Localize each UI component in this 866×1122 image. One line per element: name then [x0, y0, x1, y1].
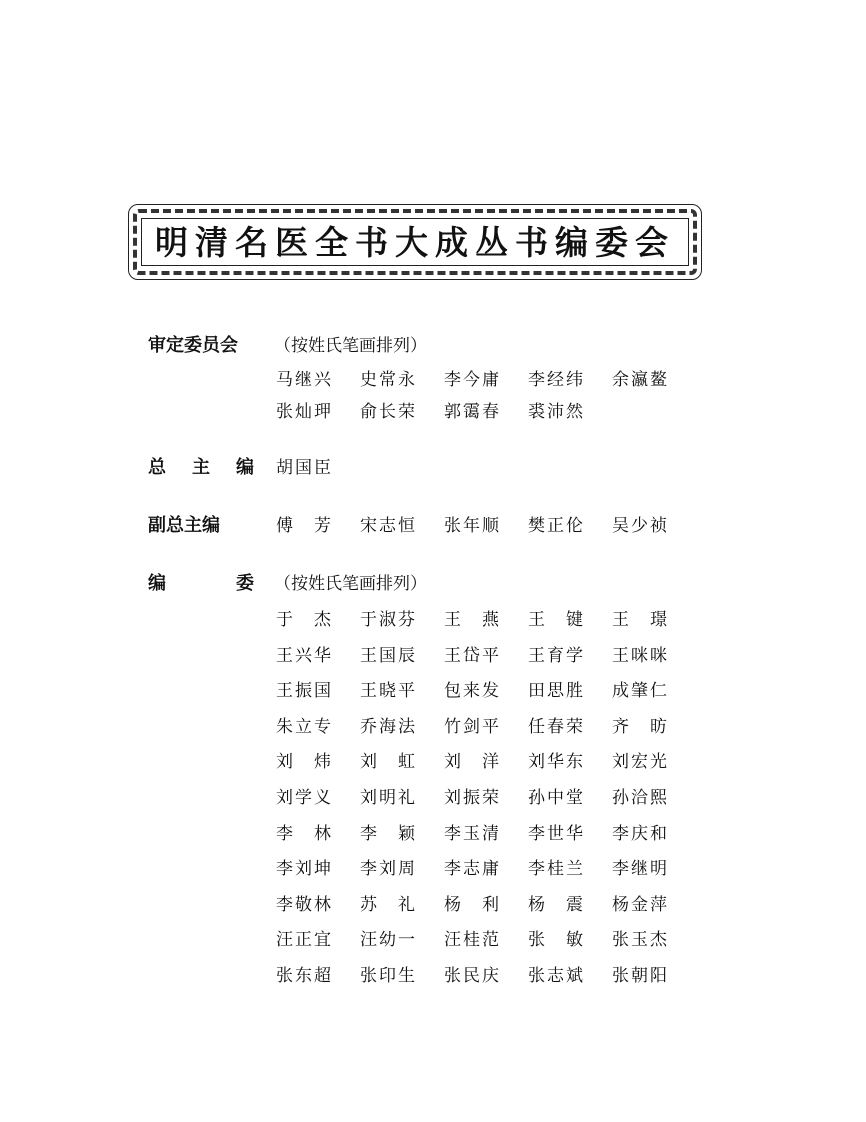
chief-editor-row — [276, 456, 360, 480]
editorial-board-row — [276, 964, 696, 988]
review-committee-row-1 — [276, 368, 696, 392]
editorial-board-row — [276, 822, 696, 846]
member-name: 刘明礼 — [360, 788, 417, 808]
member-name: 李 颖 — [360, 823, 417, 844]
member-name: 樊正伦 — [528, 516, 585, 536]
editorial-board-row — [276, 715, 696, 739]
deputy-chief-editors-label: 副总主编 — [148, 515, 220, 536]
member-name: 王振国 — [276, 681, 333, 702]
member-name: 杨 利 — [444, 894, 501, 915]
editorial-board-row — [276, 608, 696, 632]
label-char: 编 — [236, 457, 254, 478]
member-name: 王咪咪 — [612, 645, 669, 666]
member-name: 齐 昉 — [612, 716, 669, 737]
editorial-board-row — [276, 750, 696, 774]
member-name: 张志斌 — [528, 966, 585, 986]
label-char: 总 — [148, 457, 166, 478]
member-name: 刘华东 — [528, 752, 585, 773]
member-name: 孙洽熙 — [612, 788, 669, 808]
chief-editor-name: 胡国臣 — [276, 458, 333, 478]
member-name: 李庆和 — [612, 823, 669, 844]
chief-editor-label — [148, 456, 254, 480]
member-name: 苏 礼 — [360, 894, 417, 915]
member-name: 刘宏光 — [612, 752, 669, 773]
member-name: 刘振荣 — [444, 788, 501, 808]
member-name: 汪桂范 — [444, 930, 501, 951]
member-name: 宋志恒 — [360, 516, 417, 536]
editorial-board-row — [276, 857, 696, 881]
member-name: 张民庆 — [444, 966, 501, 986]
member-name: 于淑芬 — [360, 610, 417, 630]
editorial-board-row — [276, 644, 696, 668]
member-name: 王 键 — [528, 610, 585, 630]
member-name: 李志庸 — [444, 859, 501, 880]
member-name: 吴少祯 — [612, 516, 669, 536]
member-name: 杨 震 — [528, 894, 585, 915]
member-name: 李 林 — [276, 823, 333, 844]
member-name: 史常永 — [360, 370, 417, 390]
editorial-board-row — [276, 893, 696, 917]
member-name: 张年顺 — [444, 516, 501, 536]
label-char: 编 — [148, 573, 166, 594]
member-name: 李玉清 — [444, 823, 501, 844]
member-name: 包来发 — [444, 681, 501, 702]
member-name: 余瀛鳌 — [612, 370, 669, 390]
member-name: 乔海法 — [360, 716, 417, 737]
member-name: 成肇仁 — [612, 681, 669, 702]
member-name: 傅 芳 — [276, 516, 333, 536]
member-name: 王 燕 — [444, 610, 501, 630]
member-name: 李敬林 — [276, 894, 333, 915]
member-name: 李今庸 — [444, 370, 501, 390]
deputy-chief-editors-row — [276, 514, 696, 538]
label-char: 委 — [236, 573, 254, 594]
member-name: 任春荣 — [528, 716, 585, 737]
title-banner — [128, 204, 702, 280]
member-name: 张东超 — [276, 966, 333, 986]
member-name: 朱立专 — [276, 716, 333, 737]
member-name: 孙中堂 — [528, 788, 585, 808]
member-name: 刘 炜 — [276, 752, 333, 773]
member-name: 汪正宜 — [276, 930, 333, 951]
editorial-board-row — [276, 928, 696, 952]
member-name: 李经纬 — [528, 370, 585, 390]
review-committee-note: （按姓氏笔画排列） — [274, 336, 427, 356]
member-name: 张玉杰 — [612, 930, 669, 951]
editorial-board-label — [148, 572, 254, 596]
editorial-board-row — [276, 679, 696, 703]
page-title: 明清名医全书大成丛书编委会 — [143, 223, 687, 263]
member-name: 郭霭春 — [444, 402, 501, 422]
member-name: 于 杰 — [276, 610, 333, 630]
member-name: 王兴华 — [276, 645, 333, 666]
member-name: 杨金萍 — [612, 894, 669, 915]
member-name: 李刘坤 — [276, 859, 333, 880]
member-name: 李世华 — [528, 823, 585, 844]
member-name: 王晓平 — [360, 681, 417, 702]
member-name: 田思胜 — [528, 681, 585, 702]
review-committee-label: 审定委员会 — [148, 335, 238, 356]
member-name: 刘 虹 — [360, 752, 417, 773]
member-name: 李桂兰 — [528, 859, 585, 880]
member-name: 张朝阳 — [612, 966, 669, 986]
member-name: 竹剑平 — [444, 716, 501, 737]
member-name: 裘沛然 — [528, 402, 585, 422]
member-name: 张印生 — [360, 966, 417, 986]
editorial-board-row — [276, 786, 696, 810]
member-name: 李继明 — [612, 859, 669, 880]
member-name: 汪幼一 — [360, 930, 417, 951]
member-name: 王国辰 — [360, 645, 417, 666]
member-name: 张灿玾 — [276, 402, 333, 422]
member-name: 张 敏 — [528, 930, 585, 951]
editorial-board-note: （按姓氏笔画排列） — [274, 574, 427, 594]
member-name: 王育学 — [528, 645, 585, 666]
member-name: 王岱平 — [444, 645, 501, 666]
label-char: 主 — [192, 457, 210, 478]
member-name: 马继兴 — [276, 370, 333, 390]
member-name: 俞长荣 — [360, 402, 417, 422]
member-name: 刘学义 — [276, 788, 333, 808]
member-name: 王 璟 — [612, 610, 669, 630]
review-committee-row-2 — [276, 400, 612, 424]
member-name: 李刘周 — [360, 859, 417, 880]
member-name: 刘 洋 — [444, 752, 501, 773]
